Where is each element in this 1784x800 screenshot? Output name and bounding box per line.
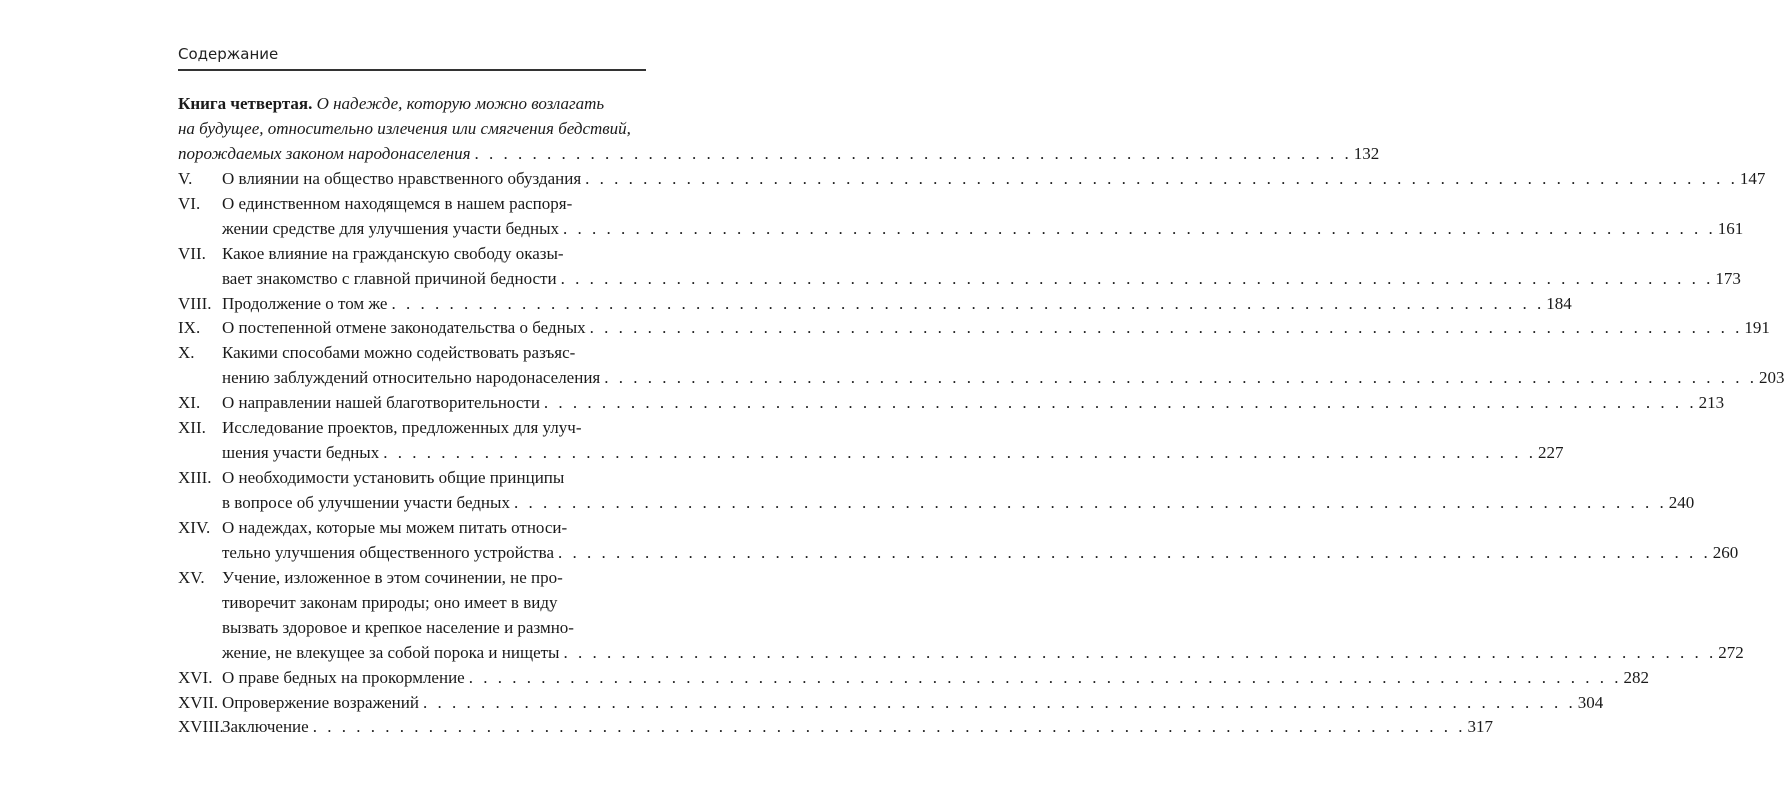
chapter-title-line: в вопросе об улучшении участи бедных xyxy=(222,493,510,512)
toc-entry[interactable] xyxy=(178,516,1739,566)
dot-leader: . . . . . . . . . . . . . . . . . . . . . . . . . . . . . . . . . . . . . . . . . . . . . . . . . . . . . . . . . . . . . . . . . . . . . . . . . . . . . . . . xyxy=(563,642,1717,662)
chapter-title-line: О необходимости установить общие принципы xyxy=(222,468,565,488)
chapter-title-line: вает знакомство с главной причиной бедности xyxy=(222,268,557,288)
dot-leader: . . . . . . . . . . . . . . . . . . . . . . . . . . . . . . . . . . . . . . . . . . . . . . . . . . . . . . . . . . . . . . . . . . . . . . . . . . . . . . . . xyxy=(585,168,1738,188)
dot-leader: . . . . . . . . . . . . . . . . . . . . . . . . . . . . . . . . . . . . . . . . . . . . . . . . . . . . . . . . . . . . . . . . . . . . . . . . . . . . . . . . xyxy=(604,368,1757,388)
toc-entry[interactable] xyxy=(178,167,1766,192)
chapter-title-line: тиворечит законам природы; оно имеет в виду xyxy=(222,592,558,612)
chapter-title-line: жение, не влекущее за собой порока и нищеты xyxy=(222,642,560,662)
chapter-title-line: О единственном находящемся в нашем распоря- xyxy=(222,193,573,213)
page-number: 272 xyxy=(1718,642,1744,662)
chapter-number xyxy=(178,616,222,641)
chapter-title-line: нению заблуждений относительно народонаселения xyxy=(222,368,601,388)
dot-leader: . . . . . . . . . . . . . . . . . . . . . . . . . . . . . . . . . . . . . . . . . . . . . . . . . . . . . . . . . . . . . . . . . . . . . . . . . . . . . . . . xyxy=(560,268,1714,288)
page-number: 191 xyxy=(1744,318,1770,338)
toc-entry[interactable] xyxy=(178,466,1695,516)
chapter-title-line: жении средстве для улучшения участи бедных xyxy=(222,218,560,238)
page-number: 132 xyxy=(1353,143,1380,163)
chapter-title-line: О праве бедных на прокормление xyxy=(222,667,465,687)
chapter-number xyxy=(178,541,222,566)
page-number: 203 xyxy=(1758,368,1784,388)
chapter-title-line: Какое влияние на гражданскую свободу оказы- xyxy=(222,243,564,263)
chapter-title-line: О направлении нашей благотворительности xyxy=(222,393,540,413)
toc-book-entry xyxy=(178,92,1380,167)
toc-entry[interactable] xyxy=(178,715,1493,740)
page-number: 213 xyxy=(1698,393,1725,413)
book-title-line: О надежде, которую можно возлагать xyxy=(316,94,605,113)
page-number: 240 xyxy=(1668,493,1695,512)
chapter-title-line: Продолжение о том же xyxy=(222,293,388,313)
chapter-title-line: Заключение xyxy=(222,717,309,737)
chapter-number: VI. xyxy=(178,193,201,213)
book-title-line: порождаемых законом народонаселения xyxy=(178,143,471,163)
chapter-title-line: Учение, изложенное в этом сочинении, не про- xyxy=(222,567,563,587)
header-rule xyxy=(178,69,646,71)
chapter-number: XV. xyxy=(178,567,205,587)
dot-leader: . . . . . . . . . . . . . . . . . . . . . . . . . . . . . . . . . . . . . . . . . . . . . . . . . . . . . . . . . . . . . . . . . . . . . . . . . . . . . . . . xyxy=(468,667,1622,687)
page-number: 282 xyxy=(1623,667,1649,687)
toc-entry[interactable] xyxy=(178,416,1564,466)
toc-entry[interactable] xyxy=(178,192,1744,242)
chapter-title-line: О надеждах, которые мы можем питать относи- xyxy=(222,517,568,537)
chapter-number xyxy=(178,366,222,391)
dot-leader: . . . . . . . . . . . . . . . . . . . . . . . . . . . . . . . . . . . . . . . . . . . . . . . . . . . . . . . . . . . . . . . . . . . . . . . . . . . . . . . . xyxy=(563,218,1716,238)
toc-entry[interactable] xyxy=(178,292,1572,317)
chapter-number xyxy=(178,441,222,466)
toc-entry[interactable] xyxy=(178,242,1741,292)
chapter-title-line: Какими способами можно содействовать разъяс- xyxy=(222,343,576,363)
chapter-number xyxy=(178,491,222,516)
page-number: 173 xyxy=(1715,268,1741,288)
table-of-contents xyxy=(178,92,1784,740)
chapter-number xyxy=(178,591,222,616)
dot-leader: . . . . . . . . . . . . . . . . . . . . . . . . . . . . . . . . . . . . . . . . . . . . . . . . . . . . . . . . . . . . . . . . . . . . . . . . . . . . . . . . xyxy=(558,542,1711,562)
toc-entry[interactable] xyxy=(178,666,1649,691)
chapter-number xyxy=(178,217,222,242)
chapter-title-line: О постепенной отмене законодательства о бедных xyxy=(222,318,586,338)
chapter-title-line: О влиянии на общество нравственного обуздания xyxy=(222,168,582,188)
dot-leader: . . . . . . . . . . . . . . . . . . . . . . . . . . . . . . . . . . . . . . . . . . . . . . . . . . . . . . . . . . . . . . . . . . . . . . . . . . . . . . . . xyxy=(312,717,1466,737)
toc-entry[interactable] xyxy=(178,391,1725,416)
chapter-title-line: Опровержение возражений xyxy=(222,692,419,712)
chapter-number: XIV. xyxy=(178,517,211,537)
chapter-number: XI. xyxy=(178,393,201,413)
chapter-number xyxy=(178,267,222,292)
dot-leader: . . . . . . . . . . . . . . . . . . . . . . . . . . . . . . . . . . . . . . . . . . . . . . . . . . . . . . . . . . . . . . . . . . . . . . . . . . . . . . . . xyxy=(383,443,1536,463)
running-header: Содержание xyxy=(178,45,279,63)
chapter-title-line: вызвать здоровое и крепкое население и размно- xyxy=(222,617,574,637)
toc-entry[interactable] xyxy=(178,691,1604,716)
chapter-number: V. xyxy=(178,168,193,188)
book-title-line: на будущее, относительно излечения или смягчения бедствий, xyxy=(178,118,631,138)
dot-leader: . . . . . . . . . . . . . . . . . . . . . . . . . . . . . . . . . . . . . . . . . . . . . . . . . . . . . . . . . . . . . . . . . . . . . . . . . . . . . . . . xyxy=(422,692,1576,712)
chapter-title-line: тельно улучшения общественного устройства xyxy=(222,542,554,562)
chapter-number: X. xyxy=(178,343,195,363)
dot-leader: . . . . . . . . . . . . . . . . . . . . . . . . . . . . . . . . . . . . . . . . . . . . . . . . . . . . . . . . . . . . . xyxy=(474,143,1352,163)
chapter-number: XVII. xyxy=(178,692,219,712)
chapter-title-line: Исследование проектов, предложенных для улуч- xyxy=(222,418,582,438)
dot-leader: . . . . . . . . . . . . . . . . . . . . . . . . . . . . . . . . . . . . . . . . . . . . . . . . . . . . . . . . . . . . . . . . . . . . . . . . . . . . . . . . xyxy=(543,393,1697,413)
toc-entry[interactable] xyxy=(178,341,1784,391)
chapter-number: VIII. xyxy=(178,293,212,313)
page-number: 227 xyxy=(1537,443,1564,463)
chapter-number: XVI. xyxy=(178,667,213,687)
book-label: Книга четвертая. xyxy=(178,94,313,113)
chapter-number: VII. xyxy=(178,243,206,263)
chapter-title-line: шения участи бедных xyxy=(222,443,380,463)
chapter-list xyxy=(178,167,1784,741)
chapter-number: XVIII. xyxy=(178,717,224,737)
chapter-number: XII. xyxy=(178,418,206,438)
dot-leader: . . . . . . . . . . . . . . . . . . . . . . . . . . . . . . . . . . . . . . . . . . . . . . . . . . . . . . . . . . . . . . . . . . . . . . . . . . . . . . . . xyxy=(391,293,1545,313)
dot-leader: . . . . . . . . . . . . . . . . . . . . . . . . . . . . . . . . . . . . . . . . . . . . . . . . . . . . . . . . . . . . . . . . . . . . . . . . . . . . . . . . xyxy=(513,493,1667,512)
chapter-number: IX. xyxy=(178,318,201,338)
chapter-number xyxy=(178,641,222,666)
page-number: 304 xyxy=(1577,692,1604,712)
page-number: 260 xyxy=(1712,542,1739,562)
toc-entry[interactable] xyxy=(178,566,1744,666)
chapter-number: XIII. xyxy=(178,468,212,488)
page-number: 184 xyxy=(1546,293,1572,313)
page-number: 161 xyxy=(1717,218,1744,238)
page-number: 147 xyxy=(1739,168,1766,188)
page-number: 317 xyxy=(1467,717,1493,737)
dot-leader: . . . . . . . . . . . . . . . . . . . . . . . . . . . . . . . . . . . . . . . . . . . . . . . . . . . . . . . . . . . . . . . . . . . . . . . . . . . . . . . . xyxy=(589,318,1743,338)
toc-entry[interactable] xyxy=(178,316,1770,341)
